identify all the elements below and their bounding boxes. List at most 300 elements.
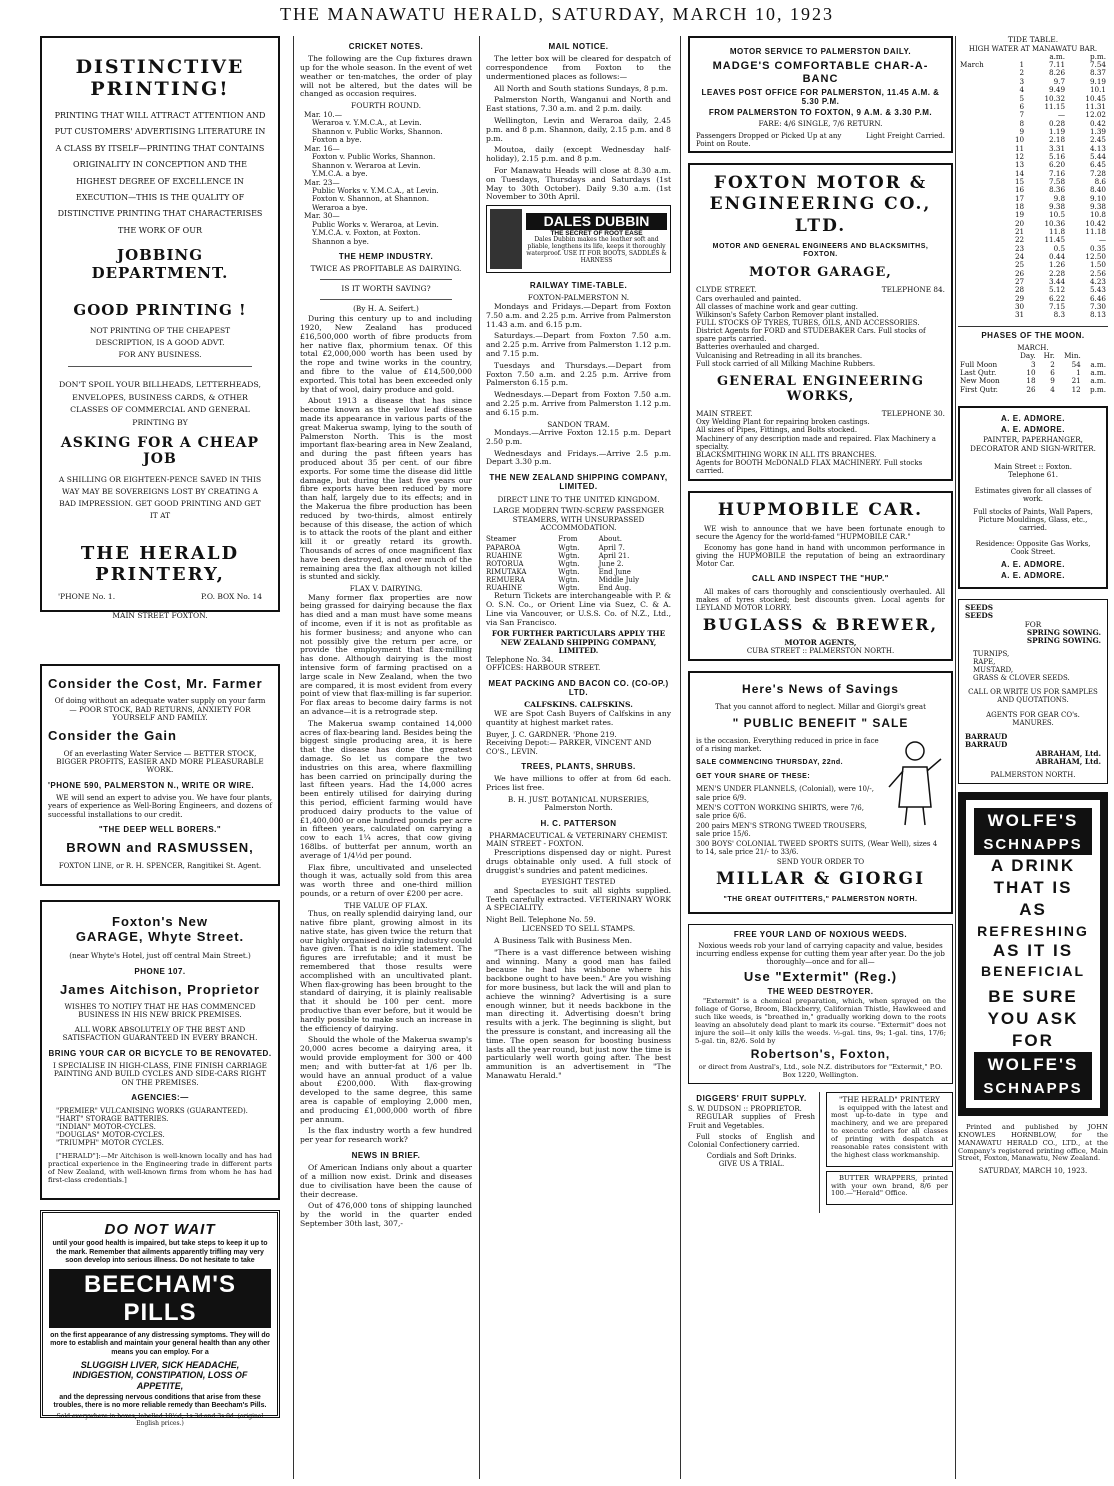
beecham-sold: Sold everywhere in boxes, labelled 10½d, 1s 3d and 3s 0d. (original English prices.) [56,1413,264,1428]
table-row: RUAHINE Wgtn. End Aug. [486,584,632,593]
dales-title: DALES DUBBIN [526,213,667,229]
sale-item: MEN'S UNDER FLANNELS, (Colonial), were 10/-, sale price 6/9. [696,785,874,802]
fare: FARE: 4/6 SINGLE, 7/6 RETURN. [758,118,883,128]
barraud: BARRAUD [965,740,1008,750]
wolfes-line: SCHNAPPS [974,1078,1092,1100]
weeds-heading: FREE YOUR LAND OF NOXIOUS WEEDS. [733,930,908,940]
garage-near: (near Whyte's Hotel, just off central Main Street.) [69,951,251,961]
list-item: Machinery of any description made and repaired. Flax Machinery a specialty. [696,434,936,451]
wolfes-line: WOLFE'S [974,808,1092,834]
fixture: Weraroa v. Y.M.C.A., at Levin. [312,118,422,128]
table-row: 19 10.5 10.8 [1014,210,1106,220]
list-item: Wilkinson's Safety Carbon Remover plant installed. [696,310,879,319]
tide-table [958,53,1108,320]
for-label: FOR [1024,619,1042,629]
news-paragraph: Out of 476,000 tons of shipping launched by the world in the quarter ended September 30th last, 307,- [300,1201,472,1228]
hupmobile-paragraph: WE wish to announce that we have been fortunate enough to secure the Agency for the world-famed "HUPMOBILE CAR." [696,524,945,541]
shipping-apply: FOR FURTHER PARTICULARS APPLY THE NEW ZEALAND SHIPPING COMPANY, LIMITED. [491,629,666,656]
table-row: RUAHINE Wgtn. April 21. [486,551,630,560]
list-item: District Agents for FORD and STUDEBAKER Cars. Full stocks of spare parts carried. [696,327,926,344]
cricket-heading: CRICKET NOTES. [348,42,424,51]
jobbing-department: JOBBING DEPARTMENT. [91,246,229,282]
table-row: First Qutr. 26 4 12 p.m. [960,384,1106,394]
column-2 [300,36,472,1479]
sale-item: 200 pairs MEN'S STRONG TWEED TROUSERS, sale price 15/6. [696,821,867,838]
beecham-end: and the depressing nervous conditions that arise from these troubles, there is no more reliable remedy than Beecham's Pills. [53,1394,267,1410]
general-list [696,418,945,475]
seed-list [973,650,1101,682]
robertson-sub: or direct from Austral's, Ltd., sole N.Z. distributors for "Extermit," P.O. Box 1220, Wellington. [698,1063,943,1080]
patterson-body: Prescriptions dispensed day or night. Purest drugs obtainable only used. A full stock of druggist's sundries and patent medicines. [486,847,671,875]
article-paragraph: Should the whole of the Makerua swamp's 20,000 acres become a dairying area, it would provide employment for 300 or 400 men; and with butter-fat at 1/6 per lb. would have an annual product of a value about £200,000. With flax-growing developed to the same degree, this same area is capable of employing 2,000 men, and producing £1,000,000 worth of fibre per annum. [300,1035,472,1124]
list-item: Full stock carried of all Milking Machine Rubbers. [696,359,876,368]
fixture: Mar. 30— [304,211,340,221]
admore-name: A. E. ADMORE. [1001,425,1065,435]
table-row: 10 2.18 2.45 [1014,135,1106,145]
fixture: Mar. 16— [304,143,340,153]
beecham-ills: SLUGGISH LIVER, SICK HEADACHE, INDIGESTION, CONSTIPATION, LOSS OF APPETITE, [72,1359,248,1391]
telephone-61: Telephone 61. [1008,471,1058,480]
table-row: 14 7.16 7.28 [1014,168,1106,178]
cordials: Cordials and Soft Drinks. [706,1151,797,1160]
garage-list [696,295,945,368]
buyer: Buyer, J. C. GARDNER. 'Phone 219. [486,729,617,739]
article-paragraph: The Makerua swamp contained 14,000 acres of flax-bearing land. Besides being the biggest single producing area, it is here that the disease has done the greatest damage. So let us compare the two industries on this area, where flaxmilling has been carried on principally during the last fifteen years. Had the 14,000 acres been entirely utilised for dairying during this period, efficient farming would have produced dairy products to the value of £1,400,000 or one hundred pounds per acre in fifteen years, calculated on carrying a cow to each 1¼ acres, that cow giving 168lbs. of butterfat per annum, worth an average of 1/4½d per pound. [300,718,472,860]
mail-notice-heading: MAIL NOTICE. [548,42,609,51]
hupmobile-title: HUPMOBILE CAR. [717,500,924,521]
seeds-label: SEEDS [965,611,993,621]
boot-illustration [490,209,522,269]
diggers-heading: DIGGERS' FRUIT SUPPLY. [696,1094,807,1104]
printing-body: PRINTING THAT WILL ATTRACT ATTENTION AND PUT CUSTOMERS' ADVERTISING LITERATURE IN A CLASS BY ITSELF—PRINTING THAT CONTAINS ORIGINALITY IN CONCEPTION AND THE HIGHEST DEGREE OF EXCELLENCE IN EXECUTION—THIS IS THE QUALITY OF DISTINCTIVE PRINTING THAT CHARACTERISES THE WORK OF OUR [54,111,266,235]
table-row: 24 0.44 12.50 [1014,252,1106,262]
brown-rasmussen: BROWN and RASMUSSEN, [66,840,254,856]
wolfes-line: YOU ASK [987,1009,1079,1029]
byline: (By H. A. Seifert.) [353,303,419,313]
herald-printery-small-ad [826,1092,953,1213]
savings-title: Here's News of Savings [742,682,899,697]
eyesight: EYESIGHT TESTED [541,877,616,887]
eyesight-body: and Spectacles to suit all sights supplied. Teeth carefully extracted. VETERINARY WORK A SPECIALITY. [486,885,671,913]
table-row: Last Qutr. 10 6 1 a.m. [960,367,1106,377]
outfitters: "THE GREAT OUTFITTERS," PALMERSTON NORTH. [723,896,918,904]
mail-paragraph: Palmerston North, Wanganui and North and East stations, 7.30 a.m. and 2 p.m. daily. [486,95,671,114]
fixture: Foxton v. Shannon, at Shannon. [312,194,430,204]
column-rule [955,36,956,1479]
beecham-body: on the first appearance of any distressing symptoms. They will do more to establish and maintain your general health than any other means you can employ. For a [50,1332,270,1356]
moon-month: MARCH. [1017,344,1049,353]
extermit-body: "Extermit" is a chemical preparation, which, when sprayed on the foliage of Gorse, Broom, Blackberry, Californian Thistle, Hawkweed and such like weeds, is "breathed in," gradually working down to the roots leaving an absolutely dead plant to mark its course. "Extermit" does not injure the soil—it only kills the weeds. ½-gal. tins, 9s; 1-gal. tins, 17/6; 5-gal. tin, 82/6. Sold by [695,997,946,1045]
tram-paragraph: Mondays.—Arrive Foxton 12.15 p.m. Depart 2.50 p.m. [486,427,671,446]
deep-well-borers: "THE DEEP WELL BORERS." [98,825,222,835]
table-row: 9 1.19 1.39 [1019,126,1106,136]
list-item: Batteries overhauled and charged. [696,343,820,352]
garage-title-1: Foxton's New [112,914,208,929]
patterson-heading: H. C. PATTERSON [540,818,617,828]
table-row: New Moon 18 9 21 a.m. [960,376,1106,386]
table-header: Steamer From About. [486,535,622,544]
wolfes-line: AS IT IS [992,940,1074,960]
article-paragraph: Many former flax properties are now being grassed for dairying because the flax has died and a man must have some means of income, even if it is not as profitable as his former business; and anyone who can not possibly give the return per acre, or provide the employment that flax-milling has done. Although dairying is the most intensive form of farming practised on a large scale in New Zealand, when the two are compared, it is most evident from every point of view that flax-milling is far superior. For flax areas to become dairy farms is not an advance—it is a retrograde step. [300,592,472,716]
dales-body: Dales Dubbin makes the leather soft and pliable, lengthens its life, keeps it thoroughly waterproof. USE IT FOR BOOTS, SADDLES & HARNESS [526,236,667,265]
table-row: 30 7.15 7.30 [1014,302,1106,312]
stamps: LICENSED TO SELL STAMPS. [521,923,636,933]
table-header: Day. Hr. Min. [1020,351,1081,361]
butter-wrappers: BUTTER WRAPPERS, printed with your own brand, 8/6 per 100.—"Herald" Office. [831,1173,948,1198]
painter: PAINTER, PAPERHANGER, DECORATOR AND SIGN-WRITER. [970,435,1096,453]
po-box: P.O. BOX No. 14 [200,592,262,602]
trees-body: We have millions to offer at from 6d each. Prices list free. [486,774,671,793]
garage-guaranteed: ALL WORK ABSOLUTELY OF THE BEST AND SATISFACTION GUARANTEED IN EVERY BRANCH. [62,1024,258,1043]
do-not-wait: DO NOT WAIT [104,1221,216,1238]
millar-giorgi: MILLAR & GIORGI [715,869,926,890]
depot: Receiving Depot:— PARKER, VINCENT AND CO'S., LEVIN. [486,738,652,756]
wolfes-line: FOR [1012,1031,1054,1051]
table-row: 18 9.38 9.38 [1014,201,1106,211]
trees-heading: TREES, PLANTS, SHRUBS. [521,761,636,771]
column-rule [293,36,294,1479]
article-paragraph: Flax fibre, uncultivated and unselected though it was, actually sold from this area was worth three and one-third million pounds, or a return of over £200 per acre. [300,862,472,898]
talk-heading: A Business Talk with Business Men. [494,936,632,946]
weed-destroyer: THE WEED DESTROYER. [767,986,874,996]
column-3a [486,36,671,1479]
table-row: 7 — 12.02 [1019,110,1106,120]
table-row: 21 11.8 11.18 [1014,227,1106,237]
hupmobile-call: CALL AND INSPECT THE "HUP." [752,574,889,584]
billheads-text: DON'T SPOIL YOUR BILLHEADS, LETTERHEADS, ENVELOPES, BUSINESS CARDS, & OTHER CLASSES OF COMMERCIAL AND GENERAL PRINTING BY [59,380,261,427]
motor-engineers: MOTOR AND GENERAL ENGINEERS AND BLACKSMITHS, FOXTON. [712,242,929,259]
phone-590: 'PHONE 590, PALMERSTON N., WRITE OR WIRE. [48,780,255,790]
table-row: 5 10.32 10.45 [1019,93,1106,103]
sale-item: MEN'S COTTON WORKING SHIRTS, were 7/6, sale price 6/6. [696,803,864,820]
table-row: RIMUTAKA Wgtn. End June [486,567,631,576]
beecham-ad [40,1210,280,1428]
shipping-tel: Telephone No. 34. [486,654,554,664]
table-row: PAPAROA Wgtn. April 7. [486,543,625,552]
table-row: ROTORUA Wgtn. June 2. [486,559,624,568]
bring-car: BRING YOUR CAR OR BICYCLE TO BE RENOVATED. [48,1048,272,1058]
masthead: THE MANAWATU HERALD, SATURDAY, MARCH 10, 1923 [279,4,835,24]
gain-title: Consider the Gain [48,728,177,744]
farmer-title: Consider the Cost, Mr. Farmer [48,676,263,691]
list-item: All sizes of Pipes, Fittings, and Bolts stocked. [696,426,858,435]
hemp-subheading: TWICE AS PROFITABLE AS DAIRYING. [310,264,462,274]
table-row: 12 5.16 5.44 [1014,151,1106,161]
street-address: MAIN STREET FOXTON. [112,611,208,621]
admore-name: A. E. ADMORE. [1001,560,1065,570]
salesman-illustration [885,737,945,827]
mail-paragraph: All North and South stations Sundays, 8 p.m. [494,83,668,93]
railway-paragraph: Saturdays.—Depart from Foxton 7.50 a.m. and 2.25 p.m. Arrive from Palmerston 1.12 p.m. and 7.15 p.m. [486,331,671,358]
news-paragraph: Of American Indians only about a quarter of a million now exist. Drink and diseases due to civilisation have been the cause of their decrease. [300,1163,472,1199]
savings-sub: That you cannot afford to neglect. Millar and Giorgi's great [715,702,926,711]
beecham-title: BEECHAM'S PILLS [49,1269,271,1329]
agency-list [56,1107,272,1148]
fixture: Shannon v. Weraroa at Levin. [312,160,421,170]
get-share: GET YOUR SHARE OF THESE: [696,773,811,781]
garage-ad [40,900,280,1200]
table-row: 16 8.36 8.40 [1014,185,1106,195]
diggers-paragraph: REGULAR supplies of Fresh Fruit and Vegetables. [688,1113,815,1130]
wolfes-line: AS [1019,900,1047,920]
worth-saving: IS IT WORTH SAVING? [341,284,431,294]
robertson: Robertson's, Foxton, [750,1047,891,1062]
give-trial: GIVE US A TRIAL. [718,1160,785,1168]
dales-dubbin-ad [486,205,671,273]
diggers-ad [688,1092,820,1213]
list-item: FULL STOCKS OF TYRES, TUBES, OILS, AND ACCESSORIES. [696,319,920,328]
column-4 [688,36,953,1479]
foxton-motor-title: FOXTON MOTOR & ENGINEERING CO., LTD. [709,173,932,236]
list-item: TURNIPS, [973,649,1010,658]
issue-date: SATURDAY, MARCH 10, 1923. [978,1167,1088,1176]
public-benefit-body: is the occasion. Everything reduced in price in face of a rising market. [696,736,879,754]
steamer-table [486,535,671,592]
table-row: 8 0.28 0.42 [1019,118,1106,128]
extermit-title: Use "Extermit" (Reg.) [743,968,898,984]
table-row: Full Moon 3 2 54 a.m. [960,359,1106,369]
list-item: MUSTARD, [973,666,1014,675]
list-item: GRASS & CLOVER SEEDS. [973,674,1070,683]
fixture: Public Works v. Y.M.C.A., at Levin. [312,186,439,196]
from-palmerston: FROM PALMERSTON TO FOXTON, 9 A.M. & 3.30 P.M. [708,108,933,118]
fixture: Shannon a bye. [312,236,369,246]
aitchison: James Aitchison, Proprietor [60,981,260,997]
bottom-ads-row [688,1092,953,1213]
public-benefit: " PUBLIC BENEFIT " SALE [732,716,909,731]
shipping-direct: DIRECT LINE TO THE UNITED KINGDOM. [497,494,660,504]
residence: Residence: Opposite Gas Works, Cook Street. [975,539,1091,556]
foxton-motor-ad [688,163,953,481]
meat-packing-heading: MEAT PACKING AND BACON CO. (CO-OP.) LTD. [488,678,669,697]
list-item: RAPE, [973,658,996,666]
shipping-offices: OFFICES: HARBOUR STREET. [486,663,601,673]
fixture: Shannon v. Public Works, Shannon. [312,126,443,136]
list-item: "INDIAN" MOTOR-CYCLES. [56,1122,156,1131]
wolfes-line: WOLFE'S [974,1052,1092,1078]
admore-name: A. E. ADMORE. [1001,571,1065,581]
table-row: 15 7.58 8.6 [1014,176,1106,186]
garage-specialise: I SPECIALISE IN HIGH-CLASS, FINE FINISH CARRIAGE PAINTING AND BUILD CYCLES AND SIDE-CARS RIGHT ON THE PREMISES. [52,1060,267,1087]
hupmobile-paragraph: All makes of cars thoroughly and conscientiously overhauled. All makes of tyres stocked; best discounts given. Local agents for LEYLAND MOTOR LORRY. [696,587,945,612]
mail-paragraph: Moutoa, daily (except Wednesday half-holiday), 2.15 p.m. and 8 p.m. [486,145,671,164]
seeds-ad [958,599,1108,784]
table-row: 28 5.12 5.43 [1014,285,1106,295]
column-1 [40,36,280,1479]
admore-name: A. E. ADMORE. [1001,413,1065,423]
moon-table [958,352,1108,394]
divider [68,366,252,367]
telephone-30: TELEPHONE 30. [881,408,945,418]
patterson-sub: PHARMACEUTICAL & VETERINARY CHEMIST. [489,831,668,841]
railway-paragraph: Wednesdays.—Depart from Foxton 7.50 a.m. and 2.25 p.m. Arrive from Palmerston 1.12 p.m. and 6.15 p.m. [486,390,671,417]
calfskins: CALFSKINS. CALFSKINS. [524,700,633,710]
table-row: 6 11.15 11.31 [1019,101,1106,111]
madge-title: MADGE'S COMFORTABLE CHAR-A-BANC [712,60,929,86]
list-item: Vulcanising and Retreading in all its branches. [696,351,863,360]
herald-printery-title: "THE HERALD" PRINTERY [838,1095,940,1105]
table-row: 3 9.7 9.19 [1019,76,1106,86]
weeds-body: Noxious weeds rob your land of carrying capacity and value, besides incurring endless expense for cutting them year after year. Do the job thoroughly—once and for all— [696,941,945,966]
table-row: 20 10.36 10.42 [1014,218,1106,228]
palmerston-north: PALMERSTON NORTH. [990,770,1076,779]
calfskins-body: WE are Spot Cash Buyers of Calfskins in any quantity at highest market rates. [486,709,671,727]
mail-paragraph: For Manawatu Heads will close at 8.30 a.m. on Tuesdays, Thursdays and Saturdays (1st May to 30th October). Daily 9.30 a.m. (1st November to 30th April. [486,166,671,202]
beecham-intro: until your good health is impaired, but take steps to keep it up to the mark. Remember that ailments apparently trifling may very soon develop into serious illness. Do not hesitate to take [52,1240,268,1264]
flax-dairying-heading: FLAX V. DAIRYING. [349,584,423,594]
article-paragraph: Thus, on really splendid dairying land, our native fibre plant, growing almost in its native state, has given twice the return that our highly organised dairying industry could have given. That is no idle statement. The figures are irrefutable; and it must be remembered that those results were accomplished with an uncultivated plant. When flax-growing has been brought to the standard of dairying, it is plainly realisable that it should be 100 per cent. more productive than ever before, but it would be hardly possible to make such an increase in the efficiency of dairying. [300,909,472,1033]
mail-paragraph: Wellington, Levin and Weraroa daily, 2.45 p.m. and 8 p.m. Shannon, daily, 2.15 p.m. and 8 p.m. [486,116,671,143]
fixture-list [304,111,472,246]
railway-heading: RAILWAY TIME-TABLE. [529,281,628,291]
sale-item: 300 BOYS' COLONIAL TWEED SPORTS SUITS, (Wear Well), sizes 4 to 14, sale price 21/- to 33/6. [696,840,938,857]
fourth-round: FOURTH ROUND. [351,101,421,111]
wolfes-line: SCHNAPPS [974,834,1092,856]
wolfes-line: A DRINK [990,856,1076,876]
tram-heading: SANDON TRAM. [547,419,610,429]
hupmobile-ad [688,491,953,661]
diggers-paragraph: Full stocks of English and Colonial Confectionery carried. [688,1132,815,1149]
news-brief-heading: NEWS IN BRIEF. [351,1150,421,1160]
list-item: Agents for BOOTH McDONALD FLAX MACHINERY. Full stocks carried. [696,458,923,475]
railway-paragraph: Tuesdays and Thursdays.—Depart from Foxton 7.50 a.m. and 2.25 p.m. Arrive from Palmerston 6.15 p.m. [486,360,671,388]
moon-heading: PHASES OF THE MOON. [958,326,1108,340]
adviser-text: WE will send an expert to advise you. We have four plants, years of experience as Well-Boring Engineers, and dozens of successful installations to our credit. [48,793,272,819]
fixture: Mar. 23— [304,177,340,187]
column-rule [479,36,480,1479]
article-paragraph: During this century up to and including 1920, New Zealand has produced £16,500,000 worth of fibre products from her native flax, phormium tenax. Of this total £2,000,000 worth has been used by the rope and twine works in the country, and fibre to the value of £14,500,000 exported. This total has been exceeded only by that of wool, dairy produce and gold. [300,314,472,394]
wolfes-schnapps-ad [958,792,1108,1116]
shipping-return: Return Tickets are interchangeable with P. & O. S.N. Co., or Orient Line via Suez, C. & A. Line via Vancouver, or U.S.S. Co. of N.Z., Ltd., via San Francisco. [486,591,671,627]
gain-body: Of an everlasting Water Service — BETTER STOCK, BIGGER PROFITS, EASIER AND MORE PLEASURABLE WORK. [56,748,264,775]
abraham: ABRAHAM, Ltd. [1035,748,1101,758]
foxton-line: FOXTON LINE, or R. H. SPENCER, Rangitikei St. Agent. [58,861,262,870]
list-item: "DOUGLAS" MOTOR-CYCLES. [56,1130,165,1139]
barraud: BARRAUD [965,731,1008,741]
garage-wishes: WISHES TO NOTIFY THAT HE HAS COMMENCED BUSINESS IN HIS NEW BRICK PREMISES. [64,1001,256,1020]
spring-sowing: SPRING SOWING. [1026,636,1101,646]
dudson: S. W. DUDSON :: PROPRIETOR. [688,1105,802,1114]
table-row: 4 9.49 10.1 [1019,85,1106,95]
estimates: Estimates given for all classes of work. [974,487,1092,504]
table-row: 11 3.31 4.13 [1014,143,1106,153]
spring-sowing: SPRING SOWING. [1026,627,1101,637]
clyde-street: CLYDE STREET. [696,285,757,295]
cricket-intro: The following are the Cup fixtures drawn up for the whole season. In the event of wet weather or ten-matches, the order of play will not be altered, but the dates will be changed as occasion requires. [300,54,472,99]
shipping-heading: THE NEW ZEALAND SHIPPING COMPANY, LIMITED. [489,473,668,492]
table-row: 17 9.8 9.10 [1014,193,1106,203]
hemp-heading: THE HEMP INDUSTRY. [338,252,434,262]
char-a-banc-ad [688,36,953,153]
mail-paragraph: The letter box will be cleared for despatch of correspondence from Foxton to the undermentioned places as follows:— [486,54,671,81]
divider [320,279,452,280]
talk-body: "There is a vast difference between wishing and winning. Many a good man has failed because he had his wishbone where his backbone ought to have been." Are you wishing for more business, but lack the will and plan to achieve the winning? Advertising is a sure enough winner, but it needs backbone in the man directing it. Advertising doesn't bring results with a jerk. The beginning is slight, but the pressure is constant, and increasing all the time. The open season for boosting business lasts all the year round, but just now the time is particularly well worth going after. The best ammunition is an advertisement in "The Manawatu Herald." [486,947,671,1081]
cheap-job-body: A SHILLING OR EIGHTEEN-PENCE SAVED IN THIS WAY MAY BE SOVEREIGNS LOST BY CREATING A BAD IMPRESSION. GET GOOD PRINTING AND GET IT AT [58,474,262,520]
list-item: "HART" STORAGE BATTERIES. [56,1114,169,1123]
list-item: Cars overhauled and painted. [696,294,802,303]
call-write: CALL OR WRITE US FOR SAMPLES AND QUOTATIONS. [968,688,1098,705]
herald-note: ["HERALD"]:—Mr Aitchison is well-known locally and has had practical experience in the Engineering trade in different parts of New Zealand, with well-known firms from whom he has had first-class credentials.] [48,1152,272,1184]
table-header: a.m. p.m. [1049,51,1106,61]
wolfes-line: THAT IS [993,878,1073,898]
fixture: Weraroa a bye. [312,202,368,212]
value-flax-heading: THE VALUE OF FLAX. [344,900,428,910]
sale-commencing: SALE COMMENCING THURSDAY, 22nd. [696,759,844,767]
list-item: BLACKSMITHING WORK IN ALL ITS BRANCHES. [696,450,877,459]
fixture: Public Works v. Weraroa, at Levin. [312,219,439,229]
herald-printery-ad [40,36,280,621]
seeds-label: SEEDS [965,602,993,612]
extermit-ad [688,924,953,1084]
divider [320,299,452,300]
admore-street: Main Street :: Foxton. [994,463,1072,472]
column-5 [958,36,1108,1479]
trees-name: B. H. JUST. BOTANICAL NURSERIES, Palmerston North. [507,794,650,813]
leaves: LEAVES POST OFFICE FOR PALMERSTON, 11.45 A.M. & 5.30 P.M. [701,87,940,107]
table-row: 26 2.28 2.56 [1014,268,1106,278]
fixture: Y.M.C.A. v. Foxton, at Foxton. [312,228,421,238]
patterson-address: MAIN STREET - FOXTON. [486,839,584,849]
farmer-body: Of doing without an adequate water supply on your farm — POOR STOCK, BAD RETURNS, ANXIETY FOR YOURSELF AND FAMILY. [54,696,266,722]
printing-title: DISTINCTIVE PRINTING! [75,56,245,101]
good-printing-body: NOT PRINTING OF THE CHEAPEST DESCRIPTION, IS A GOOD ADVT. FOR ANY BUSINESS. [89,326,231,360]
motor-service-heading: MOTOR SERVICE TO PALMERSTON DAILY. [729,47,912,56]
telephone-84: TELEPHONE 84. [881,285,945,295]
garage-title-2: GARAGE, Whyte Street. [75,929,245,945]
agents-gear: AGENTS FOR GEAR CO's. MANURES. [986,710,1080,727]
table-row: 2 8.26 8.37 [1019,68,1106,78]
hupmobile-paragraph: Economy has gone hand in hand with uncommon performance in giving the HUPMOBILE the reputation of being an extraordinary Motor Car. [696,544,945,569]
admore-ad [958,406,1108,589]
table-row: March 1 7.11 7.54 [960,60,1106,70]
dales-tag: THE SECRET OF ROOT EASE [550,229,643,237]
herald-printery-body: is equipped with the latest and most up-to-date in type and machinery, and we are prepared to execute orders for all classes of printing with despatch at reasonable rates consistent with the highest class workmanship. [831,1103,948,1159]
fixture: Y.M.C.A. a bye. [312,169,368,179]
table-row: 23 0.5 0.35 [1014,243,1106,253]
cuba-street: CUBA STREET :: PALMERSTON NORTH. [746,646,895,655]
table-row: 27 3.44 4.23 [1014,277,1106,287]
article-paragraph: Is the flax industry worth a few hundred per year for research work? [300,1126,472,1145]
send-order: SEND YOUR ORDER TO [776,858,865,867]
motor-agents: MOTOR AGENTS, [784,637,857,647]
list-item: All classes of machine work and gear cutting. [696,302,858,311]
wolfes-line: BE SURE [988,987,1078,1007]
table-row: 29 6.22 6.46 [1014,293,1106,303]
night-bell: Night Bell. Telephone No. 59. [486,915,596,925]
table-row: 31 8.3 8.13 [1014,310,1106,320]
motor-garage-title: MOTOR GARAGE, [749,265,892,281]
table-row: 25 1.26 1.50 [1014,260,1106,270]
table-row: 22 11.45 — [1014,235,1106,245]
buglass-brewer: BUGLASS & BREWER, [702,614,939,634]
imprint: Printed and published by JOHN KNOWLES HORNBLOW, for the MANAWATU HERALD CO., LTD., at the Company's registered printing office, Main Street, Foxton, Manawatu, New Zealand. [958,1122,1108,1163]
phone-number: 'PHONE No. 1. [58,592,116,602]
article-paragraph: About 1913 a disease that has since become known as the yellow leaf disease made its appearance in various parts of the great Makerua swamp, lying to the south of Palmerston North. This is the most important flax-bearing area in New Zealand, and during the past fifteen years has produced about 35 per cent. of our fibre exports. For some time the disease did little damage, but during the last five years our fibre exports have been reduced by more than half, largely due to its effects; and in the Makerua the fibre production has been reduced by two-thirds, almost entirely because of this disease, the action of which is to attack the roots of the plant and either kill it or greatly retard its growth. Thousands of acres of once magnificent flax have been destroyed, and over much of the remaining area the flax although not killed is stunted and sickly. [300,396,472,582]
railway-paragraph: Mondays and Fridays.—Depart from Foxton 7.50 a.m. and 2.25 p.m. Arrive from Palmerston 11.43 a.m. and 6.15 p.m. [486,301,671,329]
list-item: Oxy Welding Plant for repairing broken castings. [696,418,870,427]
fixture: Foxton a bye. [312,135,362,145]
main-street: MAIN STREET. [696,408,753,418]
railway-sub: FOXTON-PALMERSTON N. [527,293,630,303]
stocks: Full stocks of Paints, Wall Papers, Picture Mouldings, Glass, etc., carried. [973,507,1093,532]
herald-printery: THE HERALD PRINTERY, [80,542,240,585]
table-row: REMUERA Wgtn. Middle July [486,576,640,585]
good-printing: GOOD PRINTING ! [73,300,247,319]
wolfes-line: BENEFICIAL [981,962,1085,979]
shipping-large: LARGE MODERN TWIN-SCREW PASSENGER STEAMERS, WITH UNSURPASSED ACCOMMODATION. [493,506,664,533]
abraham: ABRAHAM, Ltd. [1035,757,1101,767]
passengers: Passengers Dropped or Picked Up at any Point on Route. [696,132,842,149]
